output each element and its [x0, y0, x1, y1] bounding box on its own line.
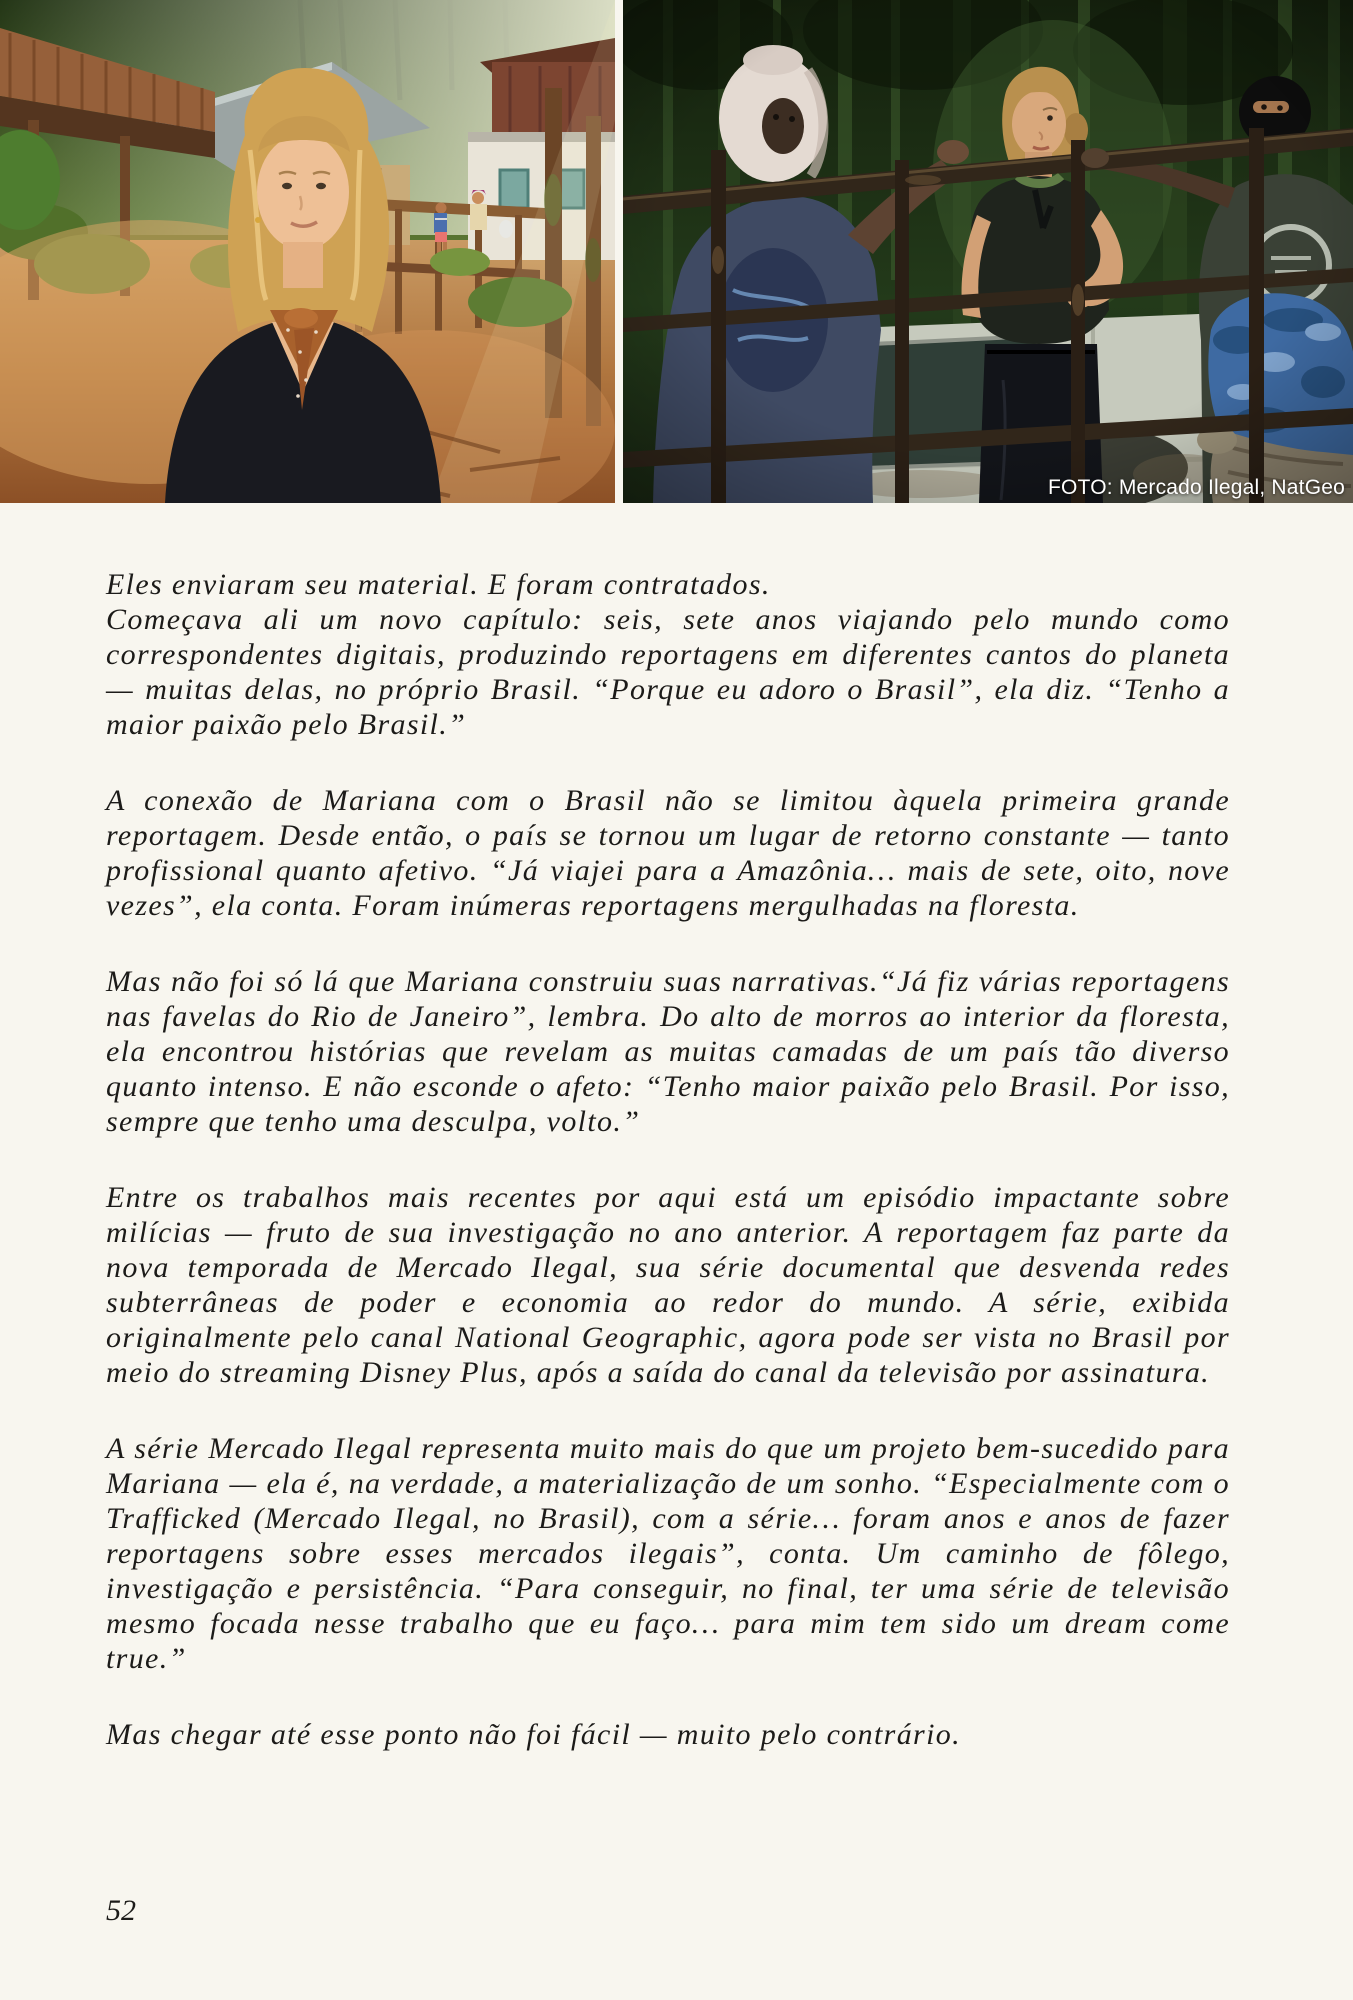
article-paragraph: Eles enviaram seu material. E foram contratados.: [106, 568, 771, 601]
article-paragraph: Mas chegar até esse ponto não foi fácil — muito pelo contrário.: [106, 1718, 961, 1751]
article-paragraph: Começava ali um novo capítulo: seis, sete anos viajando pelo mundo como correspondentes digitais, produzindo reportagens em diferentes cantos do planeta — muitas delas, no próprio Brasil. “Porque eu adoro o Brasil”, ela diz. “Tenho a maior paixão pelo Brasil.”: [106, 603, 1230, 741]
photo-truck: [623, 0, 1353, 503]
article-body: [106, 567, 1230, 1793]
article-paragraph: A série Mercado Ilegal representa muito mais do que um projeto bem-sucedido para Mariana — ela é, na verdade, a materialização de um sonho. “Especialmente com o Trafficked (Mercado Ilegal, no Brasil), com a série… foram anos e anos de fazer reportagens sobre esses mercados ilegais”, conta. Um caminho de fôlego, investigação e persistência. “Para conseguir, no final, ter uma série de televisão mesmo focada nesse trabalho que eu faço… para mim tem sido um dream come true.”: [106, 1432, 1230, 1675]
truck-photo-illustration: [623, 0, 1353, 503]
article-paragraph: Entre os trabalhos mais recentes por aqui está um episódio impactante sobre milícias — fruto de sua investigação no ano anterior. A reportagem faz parte da nova temporada de Mercado Ilegal, sua série documental que desvenda redes subterrâneas de poder e economia ao redor do mundo. A série, exibida originalmente pelo canal National Geographic, agora pode ser vista no Brasil por meio do streaming Disney Plus, após a saída do canal da televisão por assinatura.: [106, 1181, 1230, 1389]
page-number: 52: [106, 1894, 136, 1927]
village-photo-illustration: [0, 0, 615, 503]
photo-village: [0, 0, 615, 503]
photo-row: [0, 0, 1353, 503]
photo-credit: FOTO: Mercado Ilegal, NatGeo: [1048, 475, 1345, 499]
article-paragraph: A conexão de Mariana com o Brasil não se limitou àquela primeira grande reportagem. Desde então, o país se tornou um lugar de retorno constante — tanto profissional quanto afetivo. “Já viajei para a Amazônia… mais de sete, oito, nove vezes”, ela conta. Foram inúmeras reportagens mergulhadas na floresta.: [106, 784, 1230, 922]
vignette: [623, 0, 1353, 503]
article-paragraph: Mas não foi só lá que Mariana construiu suas narrativas.“Já fiz várias reportagens nas favelas do Rio de Janeiro”, lembra. Do alto de morros ao interior da floresta, ela encontrou histórias que revelam as muitas camadas de um país tão diverso quanto intenso. E não esconde o afeto: “Tenho maior paixão pelo Brasil. Por isso, sempre que tenho uma desculpa, volto.”: [106, 965, 1230, 1138]
